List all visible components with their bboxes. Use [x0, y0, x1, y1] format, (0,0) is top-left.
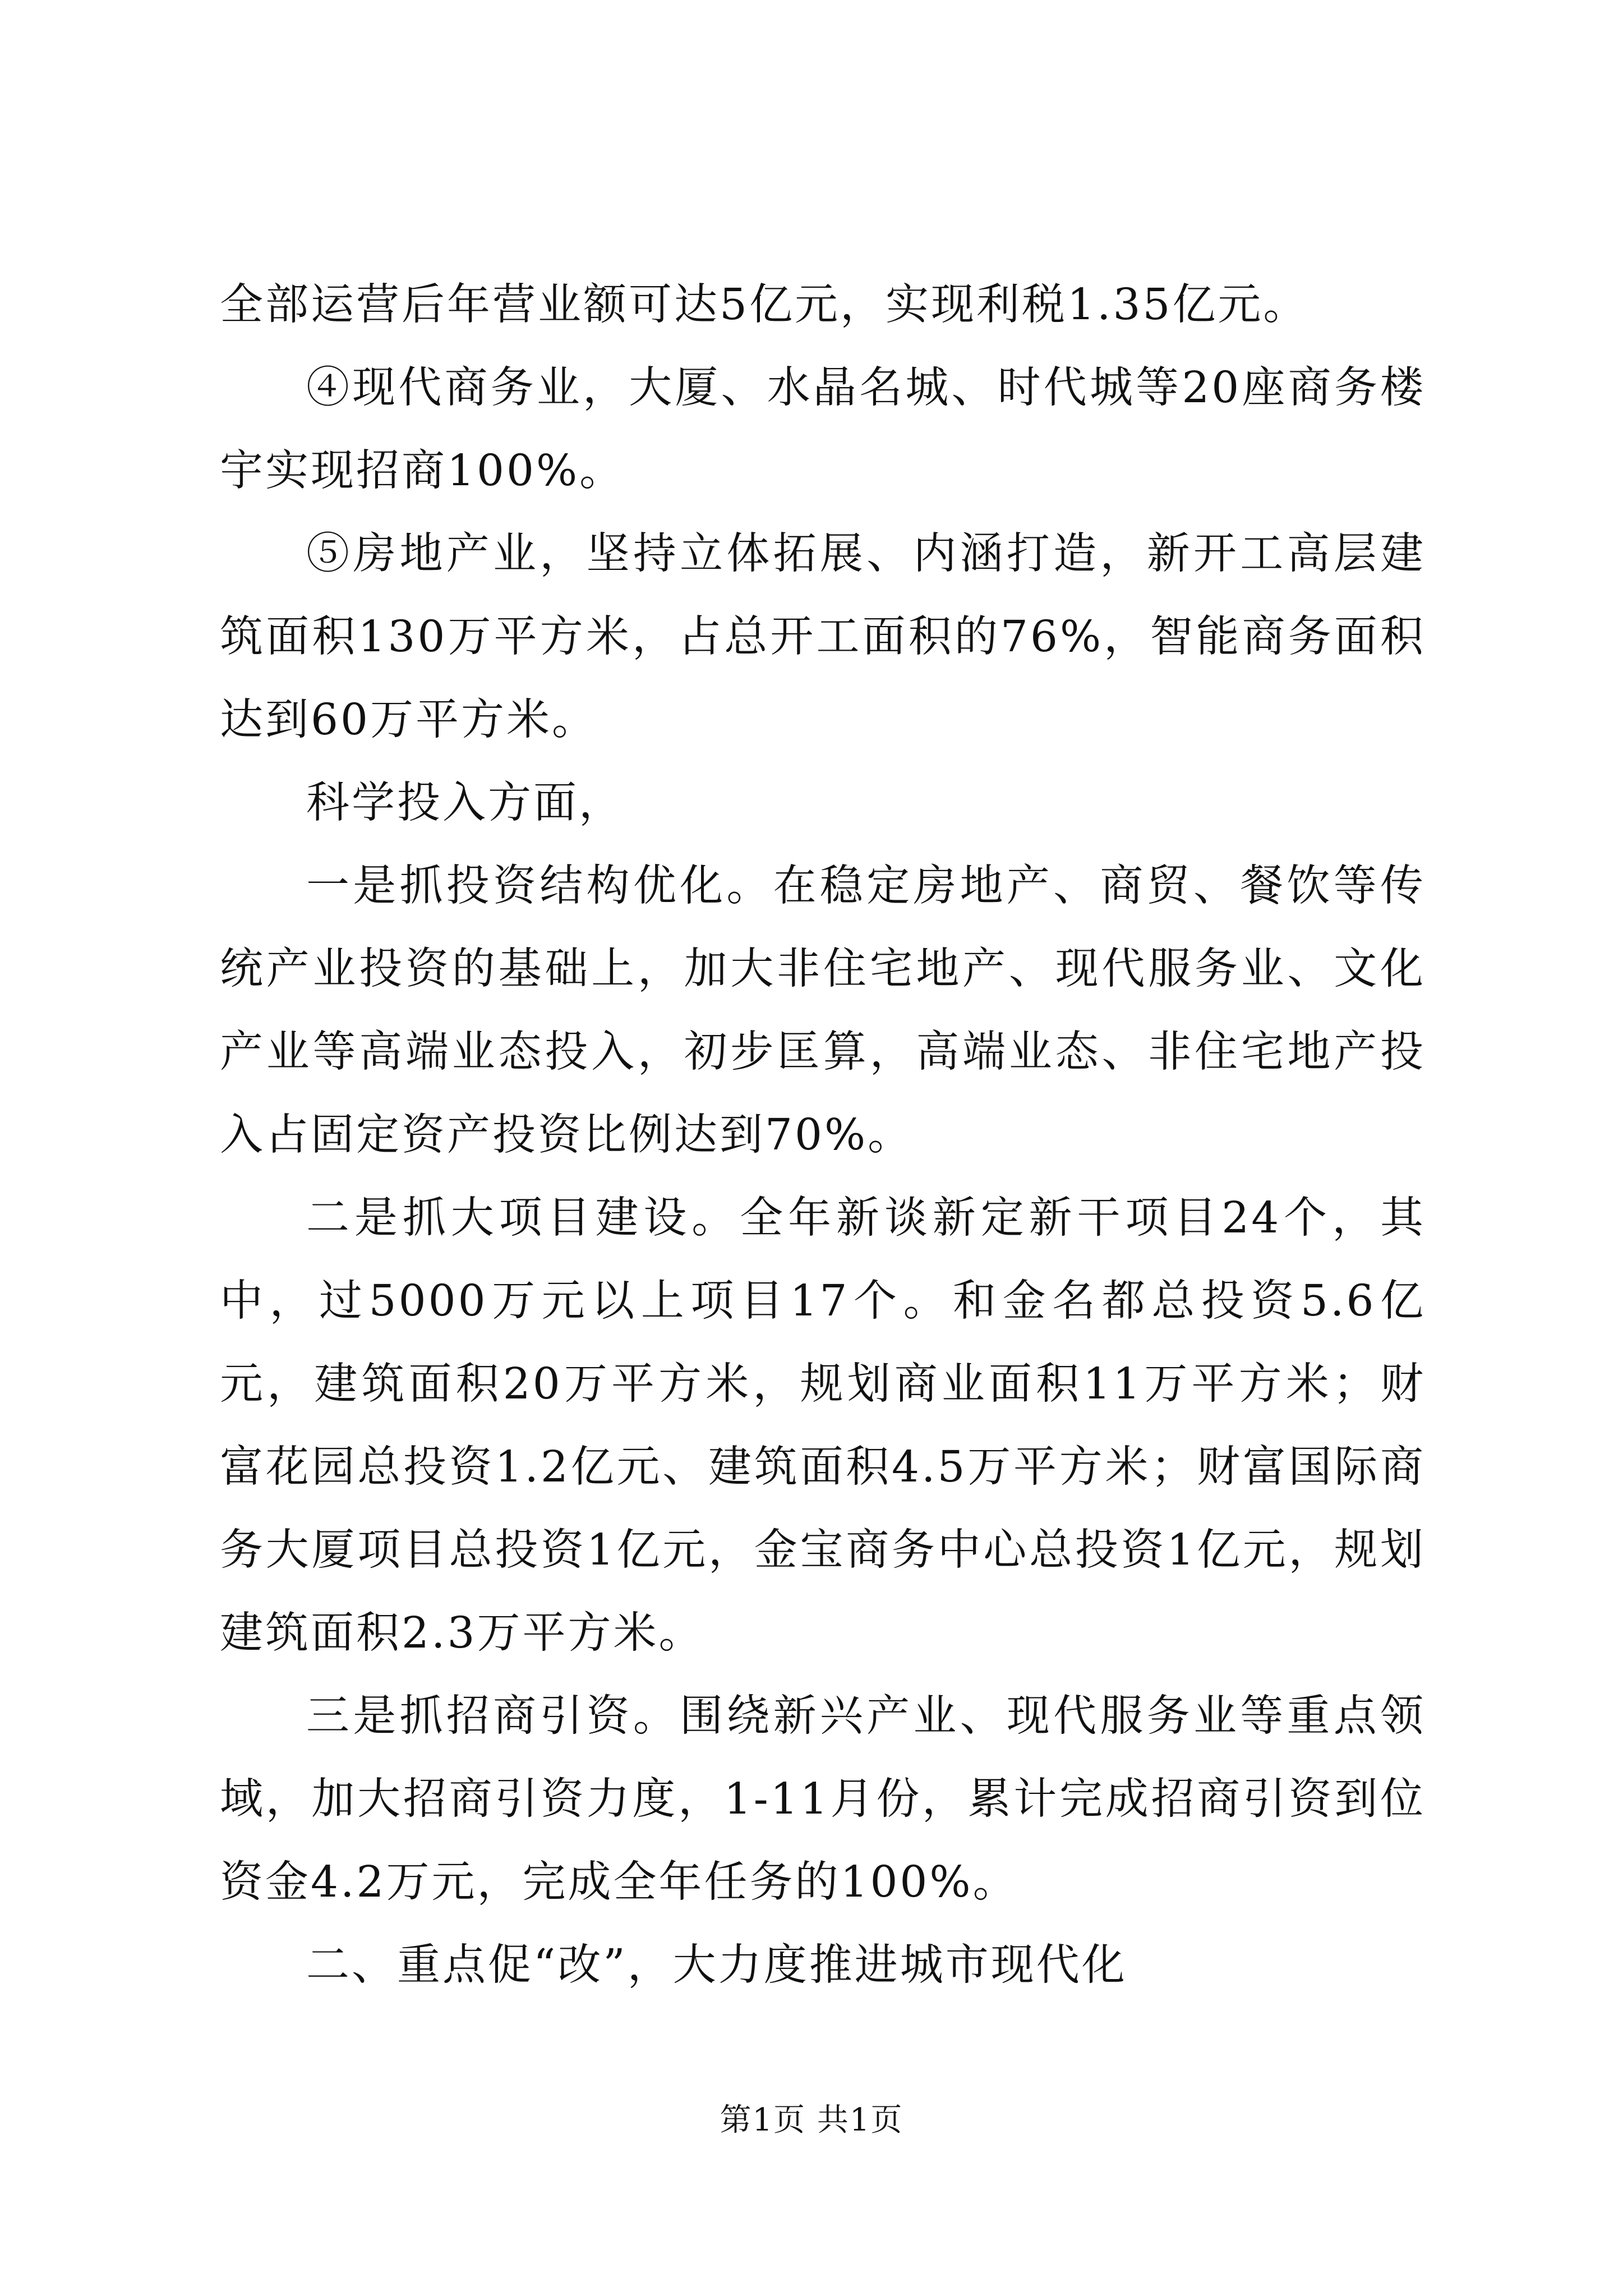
paragraph-6: 二是抓大项目建设。全年新谈新定新干项目24个，其中，过5000万元以上项目17个。和金名都总投资5.6亿元，建筑面积20万平方米，规划商业面积11万平方米；财富花园总投资1.2亿元、建筑面积4.5万平方米；财富国际商务大厦项目总投资1亿元，金宝商务中心总投资1亿元，规划建筑面积2.3万平方米。 [220, 1193, 1426, 1658]
page-number-footer: 第1页 共1页 [720, 2102, 903, 2138]
paragraph-4: 科学投入方面， [306, 778, 624, 828]
paragraph-5: 一是抓投资结构优化。在稳定房地产、商贸、餐饮等传统产业投资的基础上，加大非住宅地产、现代服务业、文化产业等高端业态投入，初步匡算，高端业态、非住宅地产投入占固定资产投资比例达到70%。 [220, 861, 1426, 1160]
paragraph-1: 全部运营后年营业额可达5亿元，实现利税1.35亿元。 [220, 280, 1309, 330]
section-heading: 二、重点促“改”，大力度推进城市现代化 [306, 1940, 1127, 1990]
paragraph-3: ⑤房地产业，坚持立体拓展、内涵打造，新开工高层建筑面积130万平方米，占总开工面积的76%，智能商务面积达到60万平方米。 [220, 529, 1426, 745]
paragraph-7: 三是抓招商引资。围绕新兴产业、现代服务业等重点领域，加大招商引资力度，1-11月份，累计完成招商引资到位资金4.2万元，完成全年任务的100%。 [220, 1691, 1426, 1907]
document-body [220, 264, 1426, 2007]
paragraph-2: ④现代商务业，大厦、水晶名城、时代城等20座商务楼宇实现招商100%。 [220, 363, 1426, 496]
